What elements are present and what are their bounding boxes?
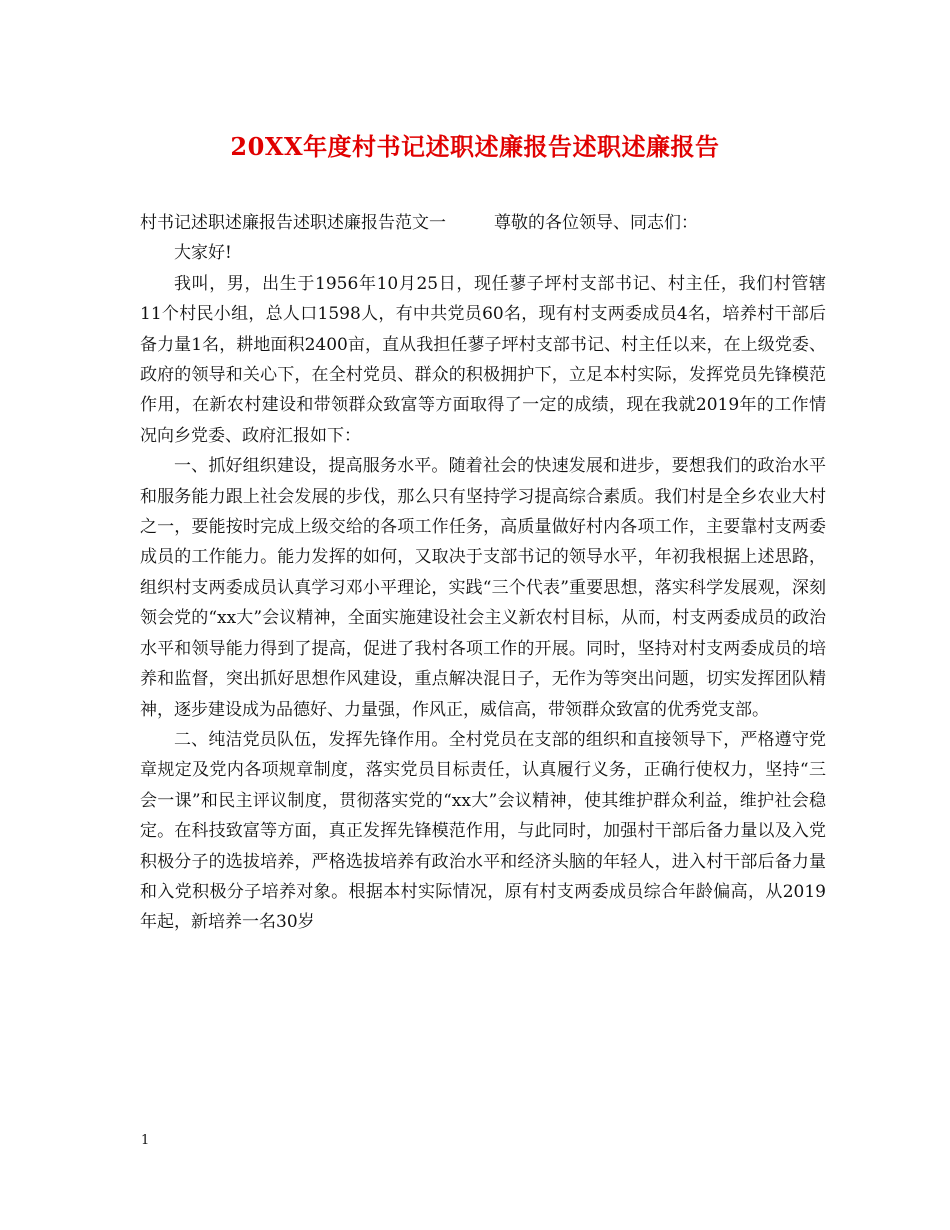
paragraph-organization: 一、抓好组织建设，提高服务水平。随着社会的快速发展和进步，要想我们的政治水平和服务能力跟上社会发展的步伐，那么只有坚持学习提高综合素质。我们村是全乡农业大村之一，要能按时完成上级交给的各项工作任务，高质量做好村内各项工作，主要靠村支两委成员的工作能力。能力发挥的如何，又取决于支部书记的领导水平，年初我根据上述思路，组织村支两委成员认真学习邓小平理论，实践“三个代表”重要思想，落实科学发展观，深刻领会党的“xx大”会议精神，全面实施建设社会主义新农村目标，从而，村支两委成员的政治水平和领导能力得到了提高，促进了我村各项工作的开展。同时，坚持对村支两委成员的培养和监督，突出抓好思想作风建设，重点解决混日子，无作为等突出问题，切实发挥团队精神，逐步建设成为品德好、力量强，作风正，威信高，带领群众致富的优秀党支部。 xyxy=(140,456,826,720)
paragraph-introduction: 我叫，男，出生于1956年10月25日，现任蓼子坪村支部书记、村主任，我们村管辖11个村民小组，总人口1598人，有中共党员60名，现有村支两委成员4名，培养村干部后备力量1名，耕地面积2400亩，直从我担任蓼子坪村支部书记、村主任以来，在上级党委、政府的领导和关心下，在全村党员、群众的积极拥护下，立足本村实际，发挥党员先锋模范作用，在新农村建设和带领群众致富等方面取得了一定的成绩，现在我就2019年的工作情况向乡党委、政府汇报如下： xyxy=(140,273,826,446)
page-number: 1 xyxy=(141,1133,150,1148)
intro-label: 村书记述职述廉报告述职述廉报告范文一 xyxy=(140,213,446,233)
document-title: 20XX年度村书记述职述廉报告述职述廉报告 xyxy=(230,132,720,161)
document-body xyxy=(140,208,826,938)
greeting: 大家好! xyxy=(174,243,232,264)
salutation: 尊敬的各位领导、同志们： xyxy=(494,213,698,233)
intro-line xyxy=(140,208,826,238)
paragraph-party-members: 二、纯洁党员队伍，发挥先锋作用。全村党员在支部的组织和直接领导下，严格遵守党章规定及党内各项规章制度，落实党员目标责任，认真履行义务，正确行使权力，坚持“三会一课”和民主评议制度，贯彻落实党的“xx大”会议精神，使其维护群众利益，维护社会稳定。在科技致富等方面，真正发挥先锋模范作用，与此同时，加强村干部后备力量以及入党积极分子的选拔培养，严格选拔培养有政治水平和经济头脑的年轻人，进入村干部后备力量和入党积极分子培养对象。根据本村实际情况，原有村支两委成员综合年龄偏高，从2019年起，新培养一名30岁 xyxy=(140,729,826,933)
